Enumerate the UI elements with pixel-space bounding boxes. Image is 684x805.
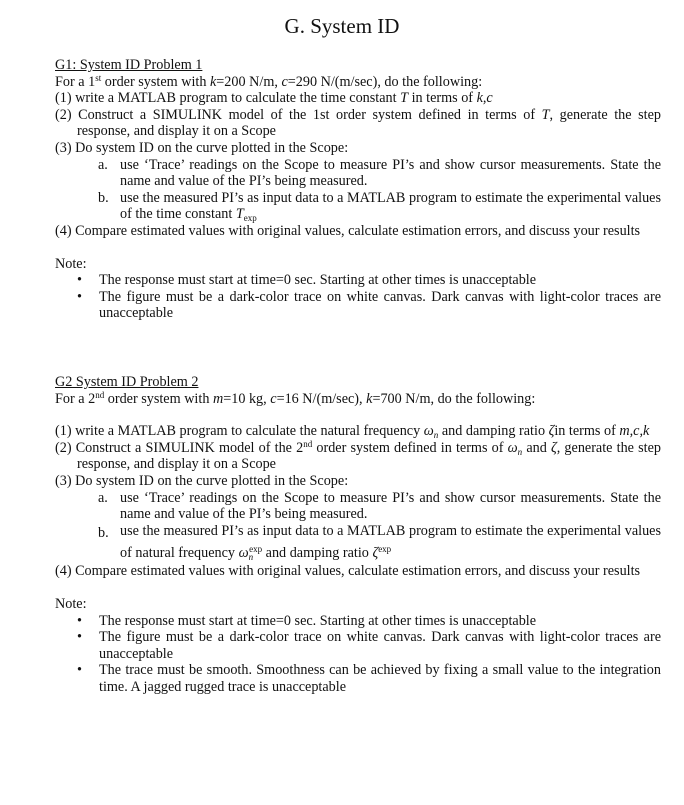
bullet-icon: • bbox=[77, 612, 82, 629]
problem-2-subitem-a: a. use ‘Trace’ readings on the Scope to measure PI’s and show cursor measurements. State the name and value of the PI’s being measured. bbox=[98, 489, 661, 523]
problem-2-item-4: (4) Compare estimated values with original values, calculate estimation errors, and discuss your results bbox=[55, 563, 641, 580]
problem-1-subitem-b: b. use the measured PI’s as input data to a MATLAB program to estimate the experimental values of the time constant $T_{exp}$ bbox=[98, 189, 661, 224]
problem-1-note-1: • The response must start at time=0 sec. Starting at other times is unacceptable bbox=[77, 272, 537, 289]
problem-1-note-label: Note: bbox=[55, 255, 87, 272]
bullet-icon: • bbox=[77, 629, 82, 646]
problem-2-intro: For a 2nd order system with m=10 kg, c=16 N/(m/sec), k=700 N/m, do the following: bbox=[55, 389, 536, 407]
problem-1-heading: G1: System ID Problem 1 bbox=[55, 57, 203, 73]
bullet-icon: • bbox=[77, 662, 82, 679]
problem-2-heading: G2 System ID Problem 2 bbox=[55, 374, 199, 390]
problem-1-item-4: (4) Compare estimated values with original values, calculate estimation errors, and discuss your results bbox=[55, 222, 641, 239]
problem-1-intro: For a 1st order system with k=200 N/m, c=290 N/(m/sec), do the following: bbox=[55, 72, 483, 90]
bullet-icon: • bbox=[77, 288, 82, 305]
problem-2-note-label: Note: bbox=[55, 595, 87, 612]
problem-2-note-1: • The response must start at time=0 sec. Starting at other times is unacceptable bbox=[77, 612, 537, 629]
page-title: G. System ID bbox=[284, 14, 400, 38]
problem-2-subitem-b: b. use the measured PI’s as input data to a MATLAB program to estimate the experimental values of natural frequency $\omega_n^{exp}$ and damping ratio $\zeta^{exp}$ bbox=[98, 522, 661, 563]
problem-2-item-2: (2) Construct a SIMULINK model of the 2nd order system defined in terms of $\omega_n$ and ζ, generate the step response, and display it on a Scope bbox=[55, 438, 661, 473]
problem-1-subitem-a: a. use ‘Trace’ readings on the Scope to measure PI’s and show cursor measurements. State the name and value of the PI’s being measured. bbox=[98, 156, 661, 190]
problem-2-note-2: • The figure must be a dark-color trace on white canvas. Dark canvas with light-color traces are unacceptable bbox=[77, 629, 661, 662]
problem-2-note-3: • The trace must be smooth. Smoothness can be achieved by fixing a small value to the integration time. A jagged rugged trace is unacceptable bbox=[77, 662, 661, 695]
bullet-icon: • bbox=[77, 272, 82, 289]
problem-1-section bbox=[55, 57, 661, 322]
problem-1-item-3: (3) Do system ID on the curve plotted in the Scope: bbox=[55, 139, 349, 156]
problem-2-item-3: (3) Do system ID on the curve plotted in the Scope: bbox=[55, 472, 349, 489]
problem-1-item-2: (2) Construct a SIMULINK model of the 1st order system defined in terms of T, generate the step response, and display it on a Scope bbox=[55, 106, 661, 140]
problem-2-section bbox=[55, 374, 661, 696]
problem-2-item-1: (1) write a MATLAB program to calculate the natural frequency $\omega_n$ and damping ratio ζin terms of m,c,k bbox=[55, 423, 650, 441]
problem-1-item-1: (1) write a MATLAB program to calculate the time constant T in terms of k,c bbox=[55, 90, 493, 107]
problem-1-note-2: • The figure must be a dark-color trace on white canvas. Dark canvas with light-color traces are unacceptable bbox=[77, 288, 661, 322]
